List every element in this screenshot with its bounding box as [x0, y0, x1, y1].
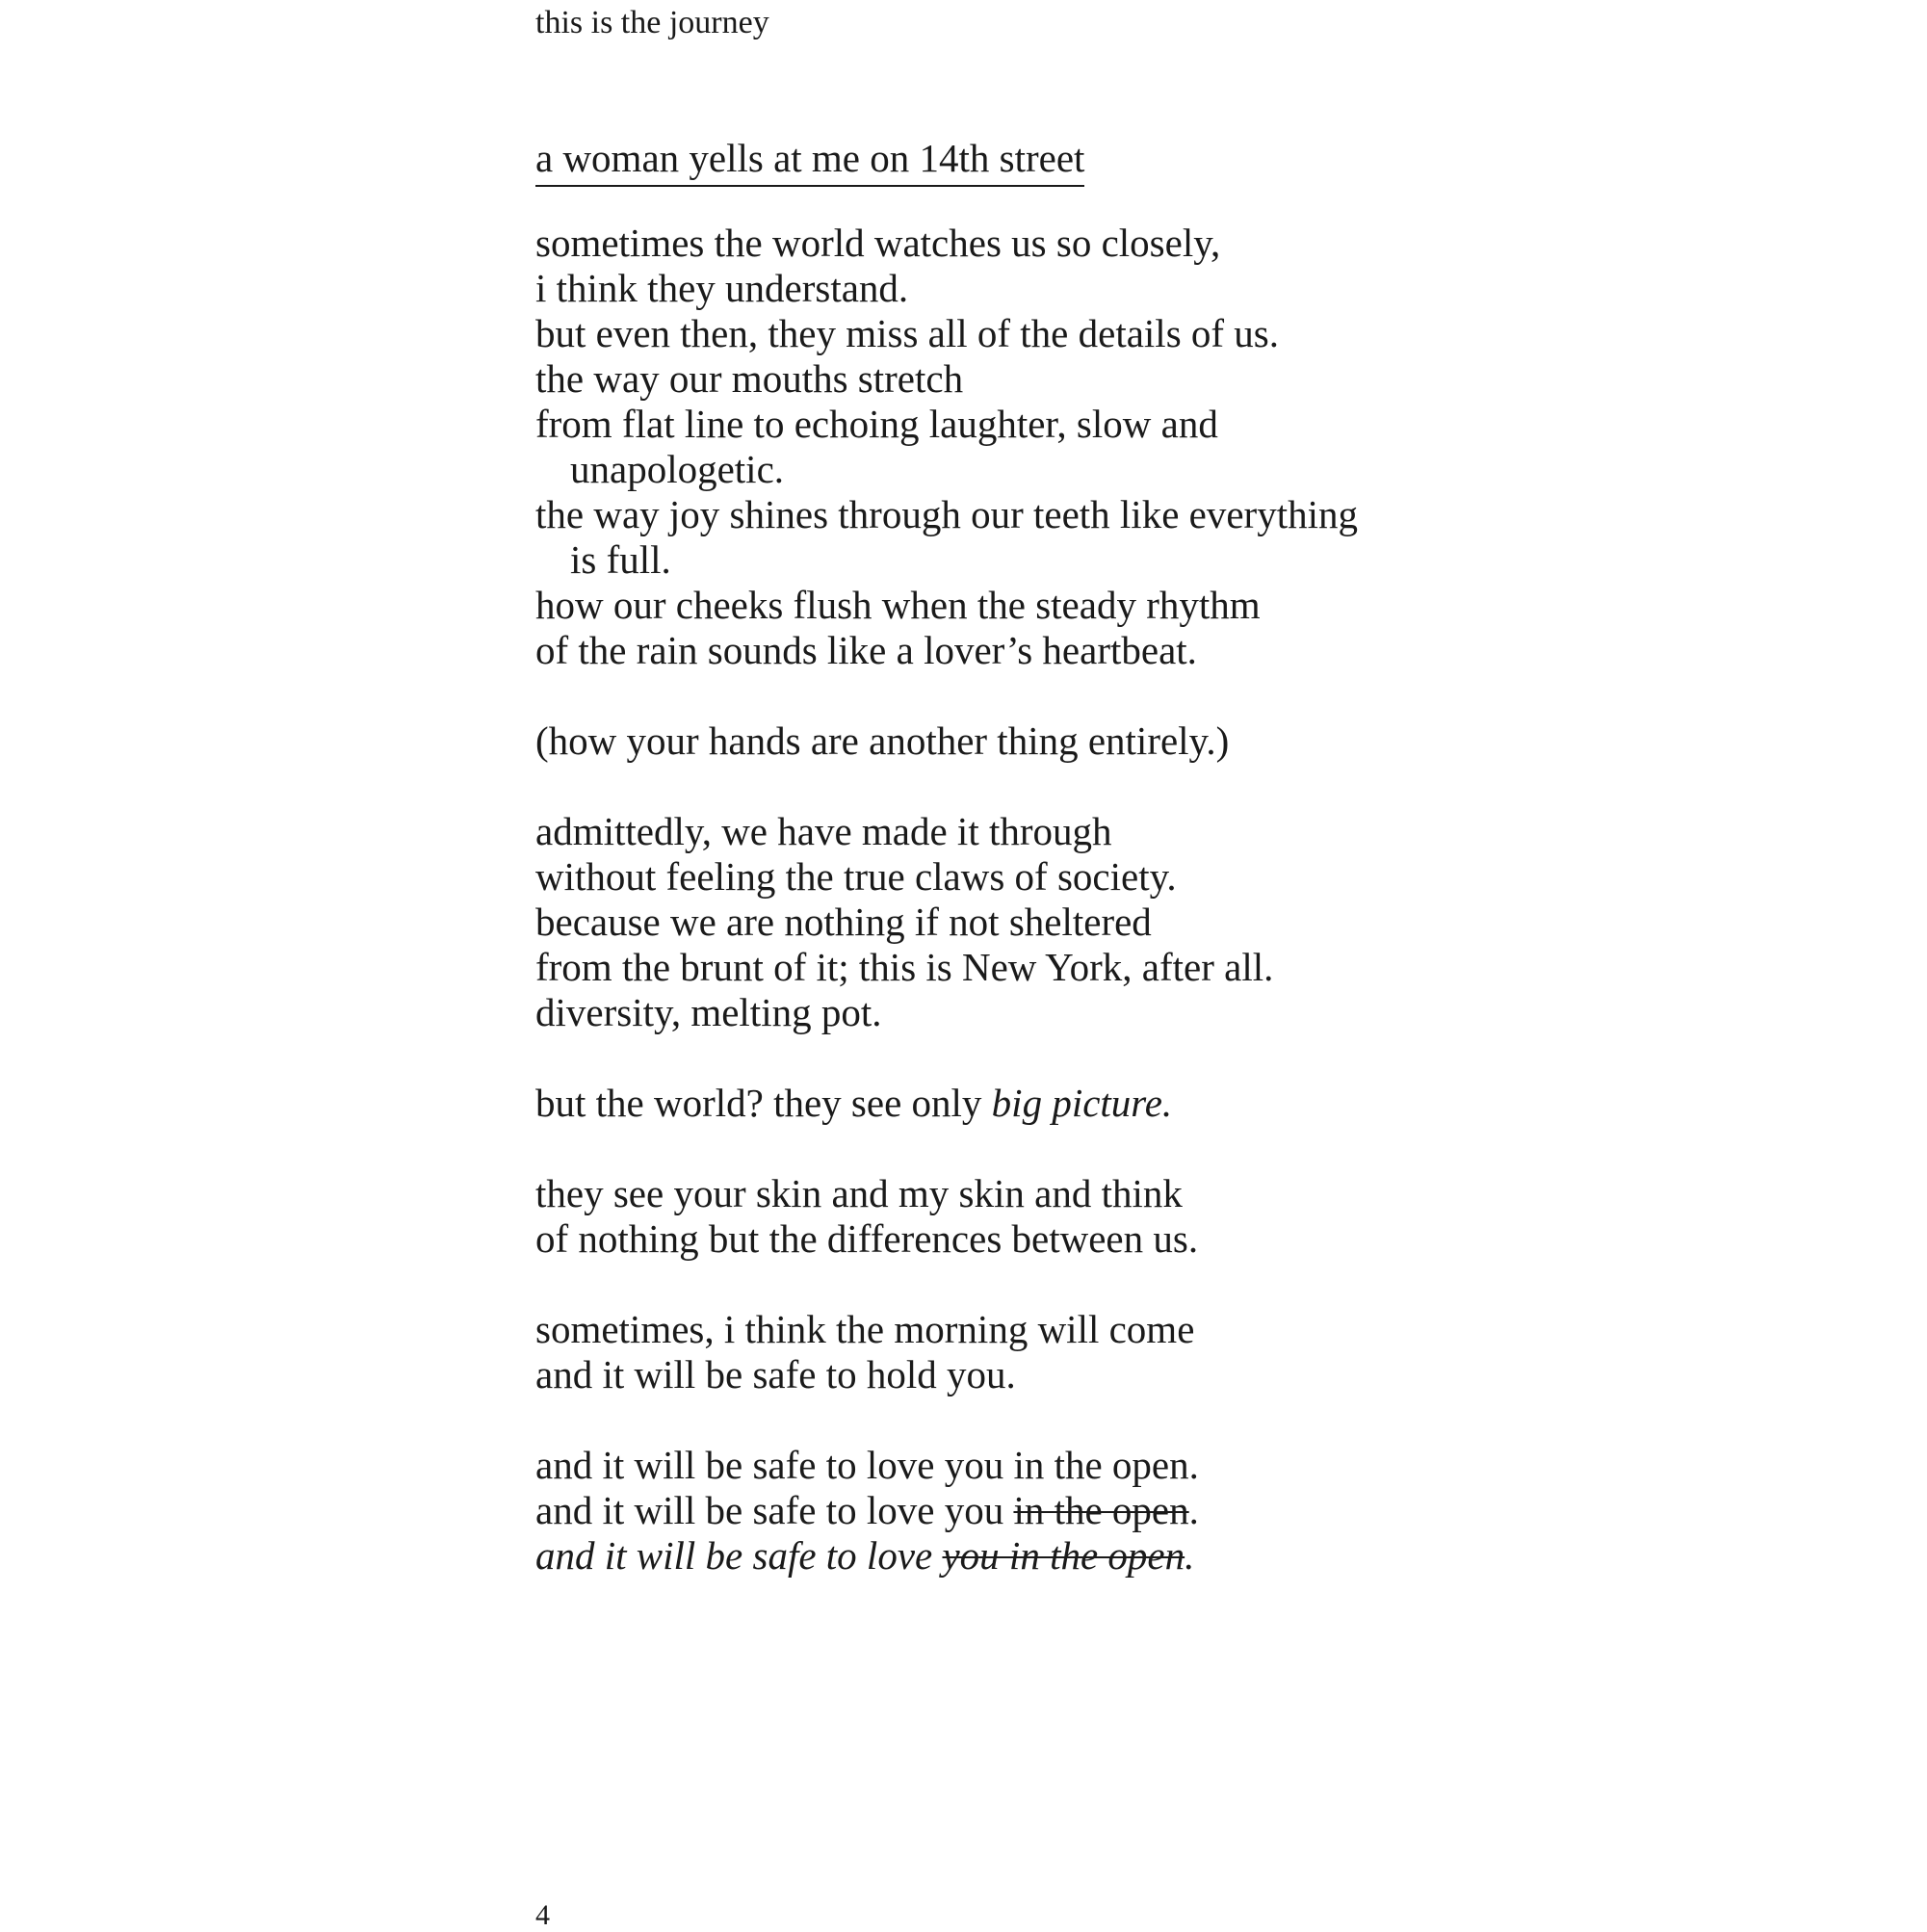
poem-line	[535, 1081, 1460, 1126]
stanza-break	[535, 1397, 1460, 1443]
poem-title: a woman yells at me on 14th street	[535, 135, 1084, 187]
line-punctuation: .	[1188, 1488, 1199, 1532]
poem-line	[535, 1488, 1460, 1533]
book-page	[535, 0, 1498, 1931]
running-head: this is the journey	[535, 5, 769, 40]
poem-line: they see your skin and my skin and think	[535, 1171, 1183, 1215]
poem-line: from the brunt of it; this is New York, after all.	[535, 945, 1274, 989]
poem-line: because we are nothing if not sheltered	[535, 900, 1152, 944]
poem-line: without feeling the true claws of society.	[535, 854, 1177, 899]
poem-line: diversity, melting pot.	[535, 990, 882, 1034]
poem-line: but even then, they miss all of the details of us.	[535, 311, 1280, 355]
stanza-break	[535, 1126, 1460, 1171]
poem-line: (how your hands are another thing entirely.)	[535, 718, 1230, 763]
poem-line: and it will be safe to love you in the open.	[535, 1443, 1199, 1487]
poem-line: the way our mouths stretch	[535, 356, 964, 401]
poem-line: how our cheeks flush when the steady rhythm	[535, 583, 1261, 627]
poem-line: of the rain sounds like a lover’s heartbeat.	[535, 628, 1197, 672]
struck-through-text: you in the open	[942, 1533, 1185, 1578]
line-text: but the world? they see only	[535, 1081, 992, 1125]
poem-line-continuation: unapologetic.	[570, 447, 785, 491]
poem-line-italic	[535, 1533, 1460, 1579]
poem-line: and it will be safe to hold you.	[535, 1352, 1016, 1397]
stanza-break	[535, 764, 1460, 809]
line-punctuation: .	[1185, 1533, 1195, 1578]
poem-line: sometimes, i think the morning will come	[535, 1307, 1195, 1351]
stanza-break	[535, 673, 1460, 718]
poem-line: the way joy shines through our teeth like everything	[535, 492, 1358, 536]
page-number: 4	[535, 1899, 550, 1931]
italic-phrase: big picture.	[991, 1081, 1173, 1125]
italic-line-text: and it will be safe to love	[535, 1533, 943, 1578]
poem-line: i think they understand.	[535, 266, 909, 310]
poem-line: of nothing but the differences between us.	[535, 1216, 1199, 1261]
poem-line-continuation: is full.	[570, 537, 671, 582]
stanza-break	[535, 1035, 1460, 1081]
poem-line: sometimes the world watches us so closely,	[535, 221, 1221, 265]
poem-line: from flat line to echoing laughter, slow and	[535, 402, 1218, 446]
poem-body	[535, 221, 1460, 1579]
struck-through-text: in the open	[1013, 1488, 1189, 1532]
line-text: and it will be safe to love you	[535, 1488, 1014, 1532]
stanza-break	[535, 1262, 1460, 1307]
poem-line: admittedly, we have made it through	[535, 809, 1112, 853]
